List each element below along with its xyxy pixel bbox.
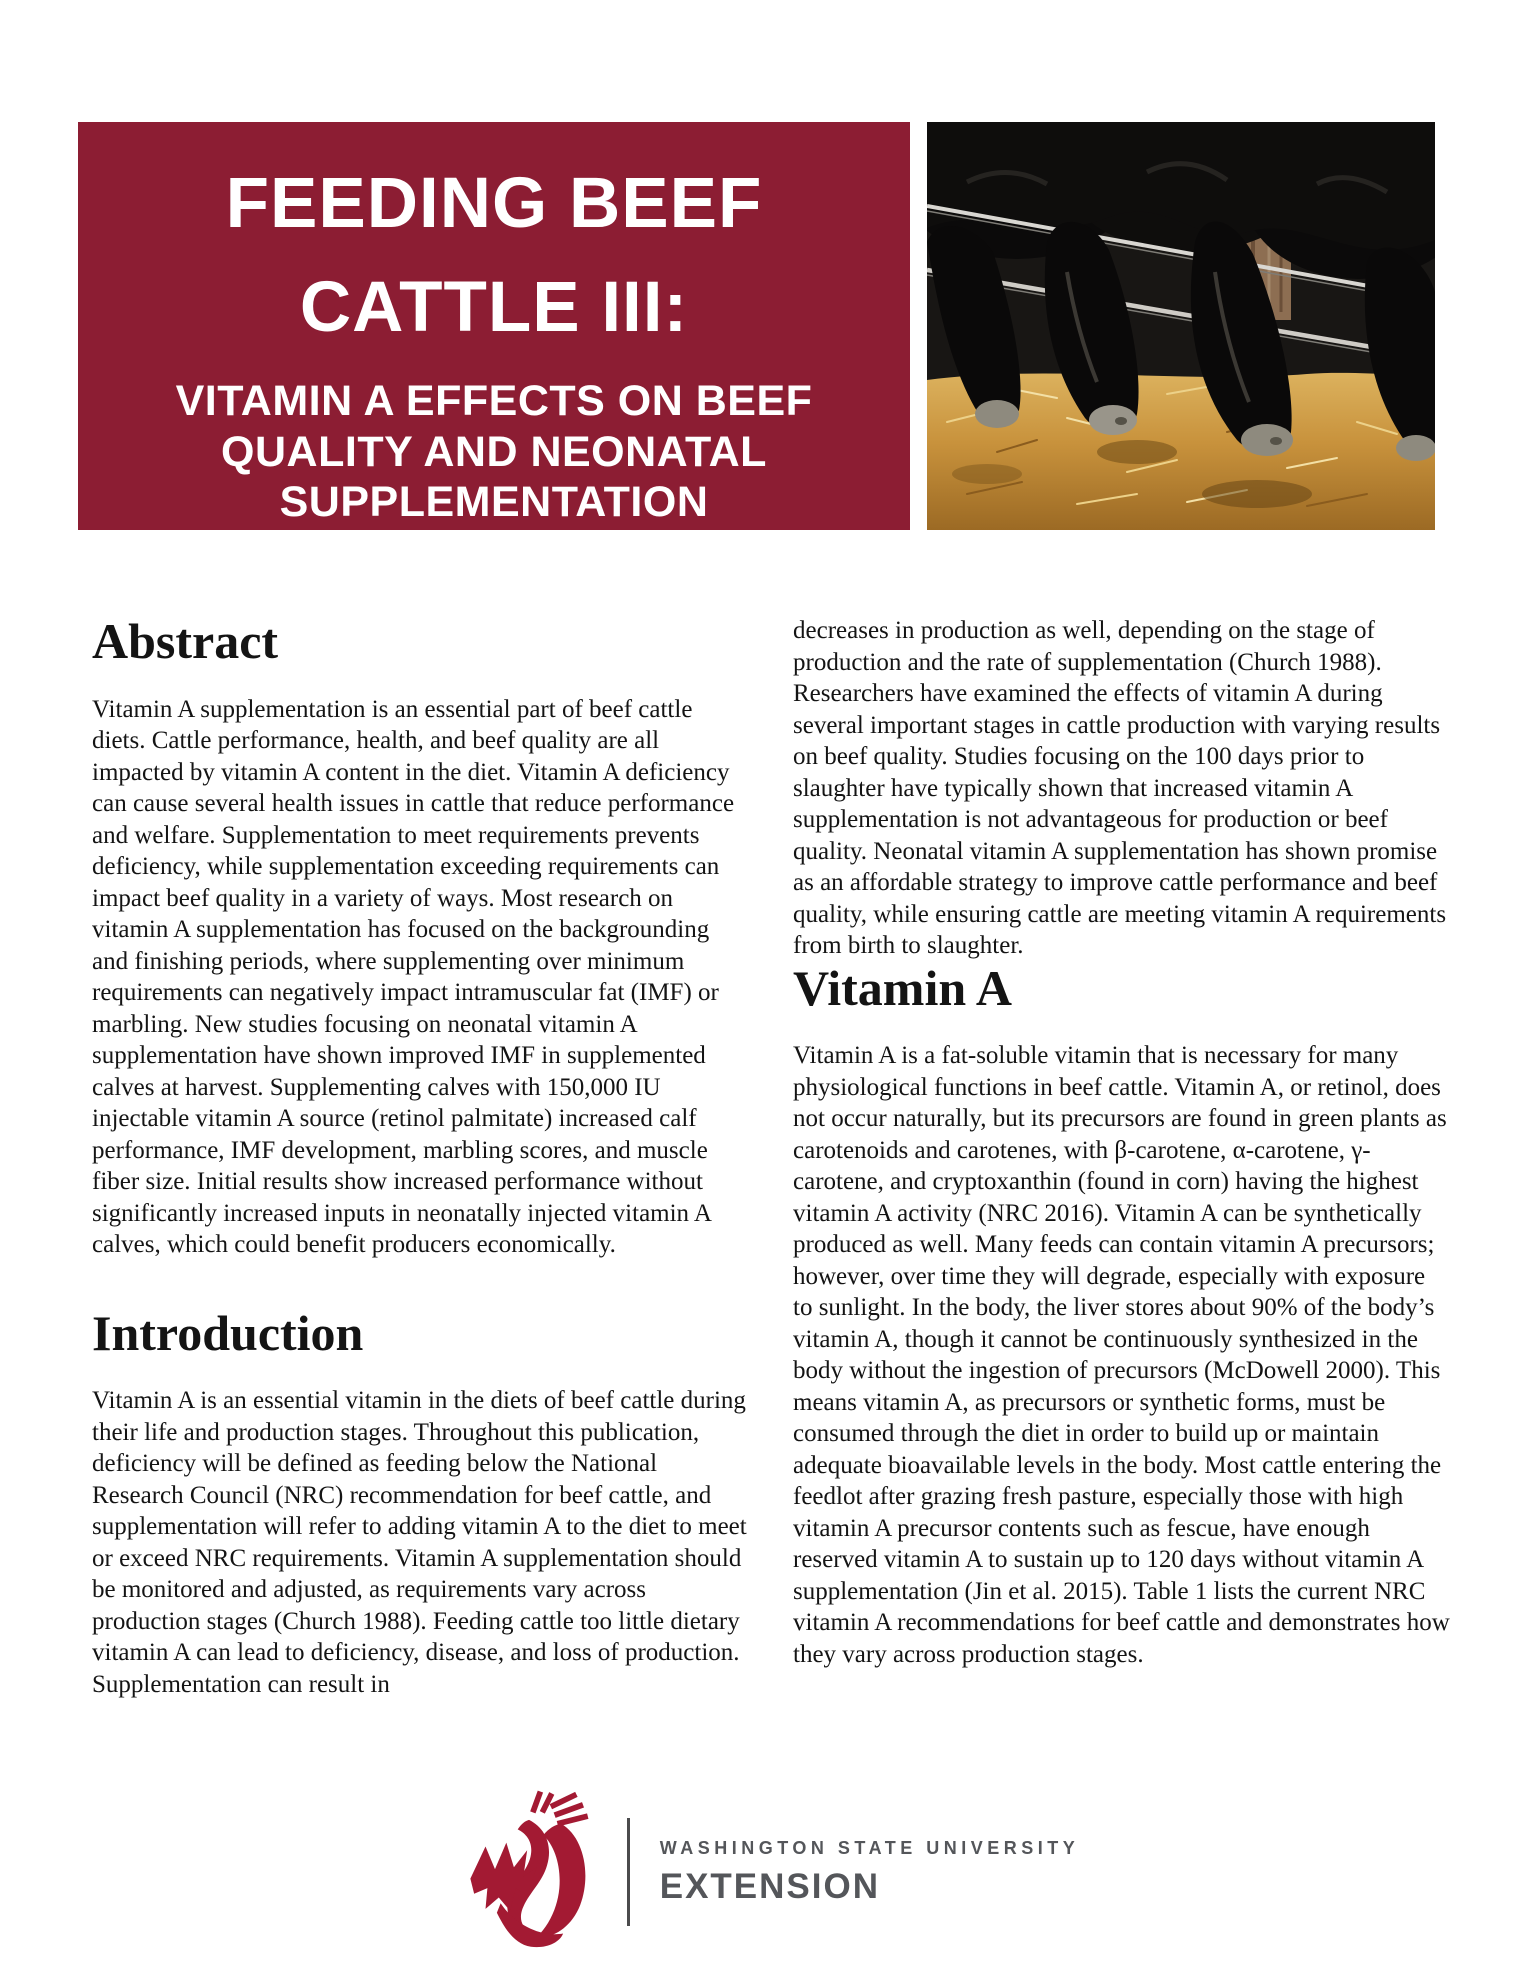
wsu-cougar-logo [459,1788,601,1956]
cattle-photo-illustration [927,122,1435,530]
page-title [226,152,763,359]
hero-banner [78,122,1435,530]
vitamin-a-paragraph: Vitamin A is a fat-soluble vitamin that is necessary for many physiological functions in beef cattle. Vitamin A, or retinol, does not occur naturally, but its precursors are found in green plants as carotenoids and carotenes, with β-carotene, α-carotene, γ-carotene, and cryptoxanthin (found in corn) having the highest vitamin A activity (NRC 2016). Vitamin A can be synthetically produced as well. Many feeds can contain vitamin A precursors; however, over time they will degrade, especially with exposure to sunlight. In the body, the liver stores about 90% of the body’s vitamin A, though it cannot be continuously synthesized in the body without the ingestion of precursors (McDowell 2000). This means vitamin A, as precursors or synthetic forms, must be consumed through the diet in order to build up or maintain adequate bioavailable levels in the body. Most cattle entering the feedlot after grazing fresh pasture, especially those with high vitamin A precursor contents such as fescue, have enough reserved vitamin A to sustain up to 120 days without vitamin A supplementation (Jin et al. 2015). Table 1 lists the current NRC vitamin A recommendations for beef cattle and demonstrates how they vary across production stages. [793,1042,1450,1668]
section-vitamin-a [793,959,1450,1671]
footer-wordmark [660,1838,1080,1907]
page-title-line1: FEEDING BEEF [225,164,763,243]
introduction-paragraph: Vitamin A is an essential vitamin in the diets of beef cattle during their life and production stages. Throughout this publication, deficiency will be defined as feeding below the National Research Council (NRC) recommendation for beef cattle, and supplementation will refer to adding vitamin A to the diet to meet or exceed NRC requirements. Vitamin A supplementation should be monitored and adjusted, as requirements vary across production stages (Church 1988). Feeding cattle too little dietary vitamin A can lead to deficiency, disease, and loss of production. Supplementation can result in [92,1387,747,1698]
section-abstract [92,615,749,1261]
footer [0,1788,1538,1956]
abstract-heading: Abstract [92,613,279,669]
page-subtitle-line3: SUPPLEMENTATION [279,477,709,526]
vitamin-a-heading: Vitamin A [793,959,1012,1016]
column-left [92,615,749,1700]
section-introduction [92,1304,749,1701]
body-columns [92,615,1450,1700]
page-subtitle [176,376,813,527]
introduction-continuation-paragraph: decreases in production as well, depending on the stage of production and the rate of supplementation (Church 1988). Researchers have examined the effects of vitamin A during several important stages in cattle production with varying results on beef quality. Studies focusing on the 100 days prior to slaughter have typically shown that increased vitamin A supplementation is not advantageous for production or beef quality. Neonatal vitamin A supplementation has shown promise as an affordable strategy to improve cattle performance and beef quality, while ensuring cattle are meeting vitamin A requirements from birth to slaughter. [793,617,1447,959]
page-title-line2: CATTLE III: [299,267,689,347]
page-subtitle-line1: VITAMIN A EFFECTS ON BEEF [175,377,813,426]
introduction-heading: Introduction [92,1304,364,1361]
page-subtitle-line2: QUALITY AND NEONATAL [221,427,767,476]
cattle-feeding-photo [927,122,1435,530]
university-name: WASHINGTON STATE UNIVERSITY [659,1837,1080,1858]
hero-title-block [78,122,910,530]
abstract-paragraph: Vitamin A supplementation is an essential part of beef cattle diets. Cattle performance, health, and beef quality are all impacted by vitamin A content in the diet. Vitamin A deficiency can cause several health issues in cattle that reduce performance and welfare. Supplementation to meet requirements prevents deficiency, while supplementation exceeding requirements can impact beef quality in a variety of ways. Most research on vitamin A supplementation has focused on the backgrounding and finishing periods, where supplementing over minimum requirements can negatively impact intramuscular fat (IMF) or marbling. New studies focusing on neonatal vitamin A supplementation have shown improved IMF in supplemented calves at harvest. Supplementing calves with 150,000 IU injectable vitamin A source (retinol palmitate) increased calf performance, IMF development, marbling scores, and muscle fiber size. Initial results show increased performance without significantly increased inputs in neonatally injected vitamin A calves, which could benefit producers economically. [92,695,735,1258]
extension-name: EXTENSION [659,1866,880,1906]
column-right [793,615,1450,1700]
footer-divider [627,1818,630,1926]
